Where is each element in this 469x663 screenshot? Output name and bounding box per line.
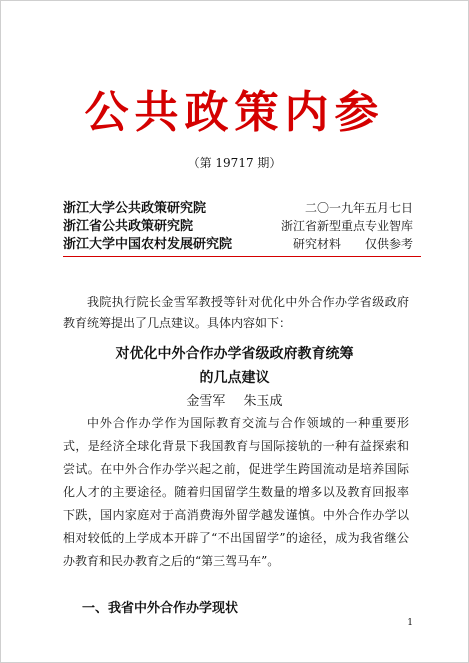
- issue-date: 二〇一九年五月七日: [304, 201, 413, 215]
- article-title-continued: 的几点建议: [199, 370, 270, 386]
- masthead-title: 公共政策内参: [84, 87, 385, 138]
- reference-note: 研究材料 仅供参考: [292, 237, 413, 251]
- issue-number: （第 19717 期）: [187, 156, 282, 170]
- article-authors: 金雪军 朱玉成: [186, 394, 283, 409]
- header-row: [63, 236, 413, 253]
- institution-name: 浙江大学公共政策研究院: [63, 201, 207, 216]
- institution-name: 浙江大学中国农村发展研究院: [63, 237, 233, 252]
- body-paragraph: 中外合作办学作为国际教育交流与合作领域的一种重要形式，是经济全球化背景下我国教育与国际接轨的一种有益探索和尝试。在中外合作办学兴起之前，促进学生跨国流动是培养国际化人才的主要途径。随着归国留学生数量的增多以及教育回报率下跌，国内家庭对于高消费海外留学越发谨慎。中外合作办学以相对较低的上学成本开辟了“不出国留学”的途径，成为我省继公办教育和民办教育之后的“第三驾马车”。: [63, 416, 409, 568]
- think-tank-label: 浙江省新型重点专业智库: [280, 219, 413, 233]
- institution-name: 浙江省公共政策研究院: [63, 219, 194, 234]
- article-title: 对优化中外合作办学省级政府教育统筹: [115, 346, 354, 362]
- header-row: [63, 200, 413, 217]
- header-row: [63, 218, 413, 235]
- section-heading: 一、我省中外合作办学现状: [82, 601, 239, 616]
- header-divider: [63, 256, 421, 257]
- intro-paragraph: 我院执行院长金雪军教授等针对优化中外合作办学省级政府教育统筹提出了几点建议。具体内容如下：: [63, 295, 409, 330]
- page-number: 1: [407, 618, 413, 628]
